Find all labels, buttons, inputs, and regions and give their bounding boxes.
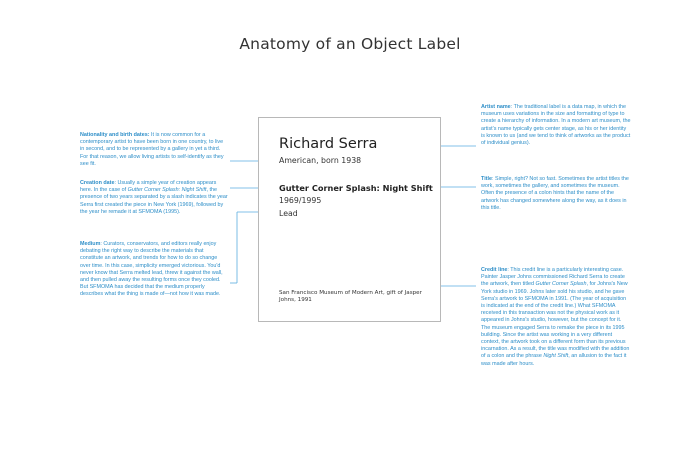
note-credit-line-text-2: , for Johns's New York studio in 1969. Johns later sold his studio, and he gave Serra's artwork to SFMOMA in 1991. (The year of acquisition is indicated at the end of the credit line.) What SFMOMA received in this transaction was not the physical work as it appeared in Johns's studio, however, but the concept for it. The museum engaged Serra to remake the piece in its 1995 building. Since the artist was working in a very different context, the artwork took on a different form than its previous incarnation. As a result, the title was modified with the addition of a colon and the phrase [481,281,630,360]
note-nationality [80,132,228,168]
note-artist-name-text: : The traditional label is a data map, in which the museum uses variations in the size and formatting of type to create a hierarchy of information. In a modern art museum, the artist's name typically gets center stage, as his or her identity is known to us (and we tend to think of artworks as the product of individual genius). [481,104,631,147]
note-medium-text: : Curators, conservators, and editors really enjoy debating the right way to describe the materials that constitute an artwork, and trends for how to do so change over time. In this case, simplicity emerged victorious. You'd never know that Serra melted lead, threw it against the wall, and then pulled away the resulting forms once they cooled. But SFMOMA has decided that the medium properly describes what the thing is made of—not how it was made. [80,241,223,298]
note-creation-date-italic: Gutter Corner Splash: Night Shift [127,187,207,194]
note-artist-name [481,104,631,147]
note-medium-heading: Medium [80,241,101,247]
note-medium [80,241,228,299]
object-label-card [258,117,441,322]
note-credit-line [481,267,631,368]
note-credit-line-italic-2: Night Shift [543,353,569,360]
note-credit-line-text-1: : This credit line is a particularly interesting case. Painter Jasper Johns commissioned Richard Serra to create the artwork, then titled [481,267,625,288]
note-creation-date-text-1: : Usually a simple year of creation appears here. In the case of [80,180,217,194]
note-title [481,176,631,212]
note-artist-name-heading: Artist name [481,104,511,110]
note-title-text: : Simple, right? Not so fast. Sometimes the artist titles the work, sometimes the gallery, and sometimes the museum. Often the presence of a colon hints that the name of the artwork has changed somewhere along the way, as it does in this title. [481,176,629,211]
note-credit-line-heading: Credit line [481,267,508,273]
note-credit-line-italic-1: Gutter Corner Splash [535,281,587,288]
diagram-title: Anatomy of an Object Label [239,35,461,53]
label-nationality: American, born 1938 [279,156,362,165]
label-credit-line: San Francisco Museum of Modern Art, gift of Jasper Johns, 1991 [279,290,422,304]
note-creation-date-text-2: , the presence of two years separated by a slash indicates the year Serra first created the piece in New York (1969), followed by the year he remade it at SFMOMA (1995). [80,187,228,215]
label-work-title: Gutter Corner Splash: Night Shift [279,183,433,193]
note-creation-date [80,180,228,216]
label-medium: Lead [279,209,298,218]
note-creation-date-heading: Creation date [80,180,115,186]
note-nationality-text: It is now common for a contemporary artist to have been born in one country, to live in second, and to be represented by a gallery in yet a third. For that reason, we allow living artists to self-identify as they see fit. [80,132,224,167]
note-credit-line-text-3: , an allusion to the fact it was made after hours. [481,353,627,367]
label-creation-date: 1969/1995 [279,196,322,205]
label-artist-name: Richard Serra [279,136,378,152]
note-title-heading: Title [481,176,492,182]
note-nationality-heading: Nationality and birth dates: [80,132,150,138]
